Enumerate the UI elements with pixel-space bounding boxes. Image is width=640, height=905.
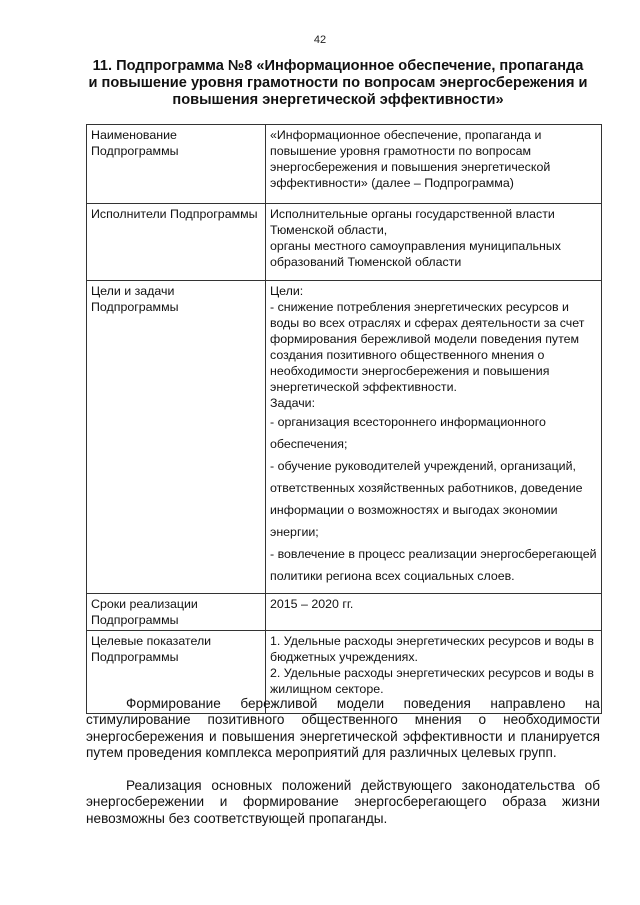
row-value-executors <box>266 204 602 281</box>
row-label-goals: Цели и задачи Подпрограммы <box>87 281 266 594</box>
tasks-heading: Задачи: <box>270 396 316 410</box>
executors-line: органы местного самоуправления муниципальных образований Тюменской области <box>270 239 561 269</box>
table-row-period <box>87 594 602 631</box>
row-value-period: 2015 – 2020 гг. <box>266 594 602 631</box>
goals-heading: Цели: <box>270 284 304 298</box>
body-paragraph: Формирование бережливой модели поведения направлено на стимулирование позитивного общественного мнения о необходимости энергосбережения и повышения энергетической эффективности и планируется путем проведения комплекса мероприятий для различных целевых групп. <box>86 696 600 761</box>
table-row-executors <box>87 204 602 281</box>
task-item: - обучение руководителей учреждений, организаций, ответственных хозяйственных работников, доведение информации о возможностях и выгодах экономии энергии; <box>270 459 583 539</box>
row-label-executors: Исполнители Подпрограммы <box>87 204 266 281</box>
executors-line: Исполнительные органы государственной власти Тюменской области, <box>270 207 555 237</box>
row-value-goals <box>266 281 602 594</box>
goal-item: - снижение потребления энергетических ресурсов и воды во всех отраслях и сферах деятельности за счет формирования бережливой модели поведения путем создания позитивного общественного мнения о необходимости энергосбережения и повышения энергетической эффективности. <box>270 300 585 394</box>
indicator-item: 2. Удельные расходы энергетических ресурсов и воды в жилищном секторе. <box>270 666 594 696</box>
subprogram-passport-table <box>86 124 602 714</box>
row-value-name: «Информационное обеспечение, пропаганда и повышение уровня грамотности по вопросам энергосбережения и повышения энергетической эффективности» (далее – Подпрограмма) <box>266 125 602 204</box>
task-item: - вовлечение в процесс реализации энергосберегающей политики региона всех социальных слоев. <box>270 547 597 583</box>
task-item: - организация всестороннего информационного обеспечения; <box>270 415 546 451</box>
body-paragraph: Реализация основных положений действующего законодательства об энергосбережении и формирование энергосберегающего образа жизни невозможны без соответствующей пропаганды. <box>86 778 600 826</box>
indicator-item: 1. Удельные расходы энергетических ресурсов и воды в бюджетных учреждениях. <box>270 634 594 664</box>
row-label-indicators: Целевые показатели Подпрограммы <box>87 631 266 714</box>
table-row-goals <box>87 281 602 594</box>
page-number: 42 <box>313 34 327 46</box>
table-row-name <box>87 125 602 204</box>
row-label-period: Сроки реализации Подпрограммы <box>87 594 266 631</box>
subprogram-heading: 11. Подпрограмма №8 «Информационное обеспечение, пропаганда и повышение уровня грамотности по вопросам энергосбережения и повышения энергетической эффективности» <box>88 58 588 108</box>
row-label-name: Наименование Подпрограммы <box>87 125 266 204</box>
